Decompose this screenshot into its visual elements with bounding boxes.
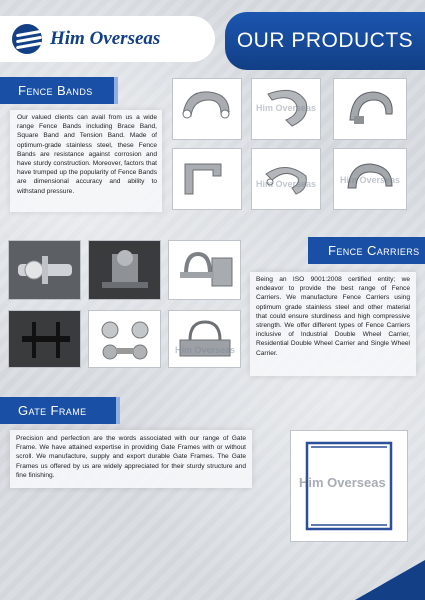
watermark: Him Overseas bbox=[256, 103, 317, 113]
watermark: Him Overseas bbox=[256, 179, 317, 189]
watermark: Him Overseas bbox=[175, 345, 236, 355]
fence-band-image bbox=[251, 148, 321, 210]
fence-carrier-image bbox=[168, 240, 241, 300]
logo-bar bbox=[0, 16, 215, 62]
fence-band-image bbox=[333, 148, 407, 210]
fence-carrier-image bbox=[88, 310, 161, 368]
logo-swirl-icon bbox=[12, 24, 42, 54]
section-tag-fence-bands bbox=[0, 77, 118, 104]
corner-decoration bbox=[355, 560, 425, 600]
gate-frame-image bbox=[290, 430, 408, 542]
watermark: Him Overseas bbox=[340, 175, 401, 185]
fence-band-image bbox=[172, 148, 242, 210]
fence-carrier-image bbox=[8, 240, 81, 300]
section-tag-gate-frame bbox=[0, 397, 120, 424]
logo-text: Him Overseas bbox=[50, 28, 161, 49]
fence-carrier-image bbox=[88, 240, 161, 300]
watermark: Him Overseas bbox=[299, 475, 386, 490]
section-heading: Fence Bands bbox=[18, 83, 93, 98]
fence-carrier-image bbox=[168, 310, 241, 368]
section-tag-fence-carriers bbox=[308, 237, 425, 264]
fence-band-image bbox=[333, 78, 407, 140]
title-banner bbox=[225, 12, 425, 70]
fence-band-image bbox=[172, 78, 242, 140]
section-heading: Gate Frame bbox=[18, 403, 87, 418]
fence-bands-text: Our valued clients can avail from us a wide range Fence Bands including Brace Band, Square Band and Tension Band. Made of optimum-grade stainless steel, these Fence Bands are resistance against corrosion and have sturdy construction. Moreover, factors that have trumped up the popularity of Fence Bands are dimensional accuracy and ability to withstand pressure. bbox=[17, 114, 157, 195]
section-heading: Fence Carriers bbox=[328, 243, 420, 258]
gate-frame-text: Precision and perfection are the words associated with our range of Gate Frame. We have attained expertise in providing Gate Frames with or without scroll. We manufacture, supply and export durable Gate Frames. The Gate Frames us offered by us are widely appreciated for their sturdy structure and fine finishing. bbox=[16, 435, 246, 479]
fence-carrier-image bbox=[8, 310, 81, 368]
page-title: OUR PRODUCTS bbox=[236, 29, 414, 52]
fence-band-image bbox=[251, 78, 321, 140]
fence-carriers-text: Being an ISO 9001:2008 certified entity; we endeavor to provide the best range of Fence Carriers. We manufacture Fence Carriers using optimum grade stainless steel and other material that could ensure sturdiness and high compressive strength. We offer different types of Fence Carriers inclusive of Industrial Double Wheel Carrier, Residential Double Wheel Carrier and Single Wheel Carrier. bbox=[256, 276, 410, 357]
